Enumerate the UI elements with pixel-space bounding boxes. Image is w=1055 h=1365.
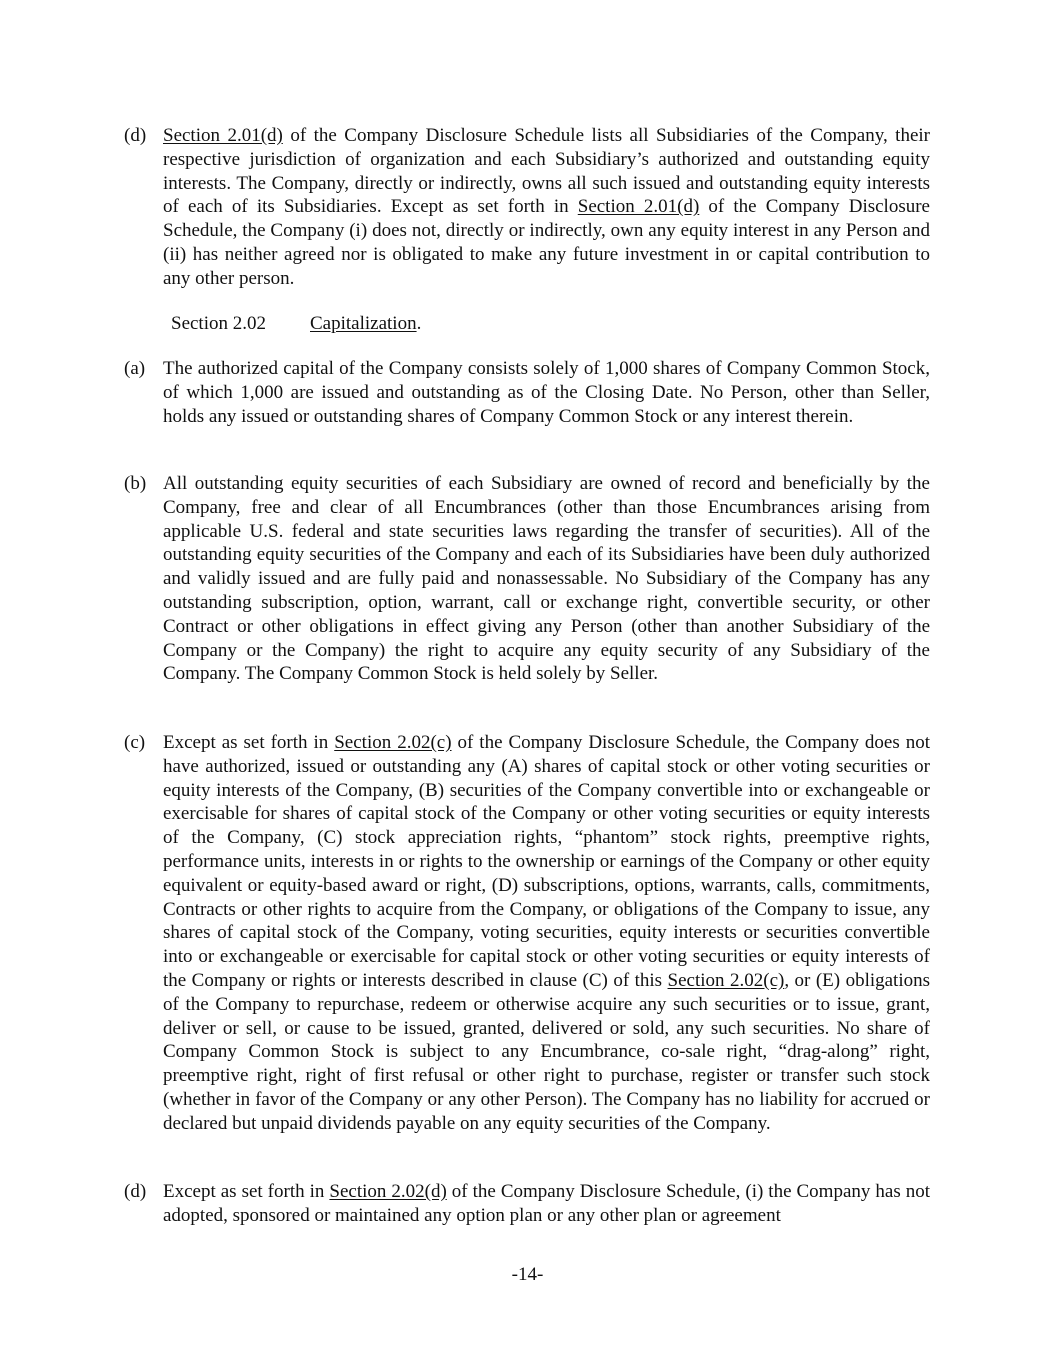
- paragraph-label: (c): [124, 732, 146, 753]
- paragraph-text: All outstanding equity securities of each Subsidiary are owned of record and beneficially by the Company, free and clear of all Encumbrances (other than those Encumbrances arising from applicable U.S. federal and state securities laws regarding the transfer of securities). All of the outstanding equity securities of the Company and each of its Subsidiaries have been duly authorized and validly issued and are fully paid and nonassessable. No Subsidiary of the Company has any outstanding subscription, option, warrant, call or exchange right, convertible security, or other Contract or other obligations in effect giving any Person (other than another Subsidiary of the Company or the Company) the right to acquire any equity security of any Subsidiary of the Company. The Company Common Stock is held solely by Seller.: [163, 473, 930, 685]
- paragraph-2-02-d: [124, 1180, 930, 1228]
- paragraph-body: [163, 124, 930, 291]
- paragraph-text: of the Company Disclosure Schedule, (i) the Company has not adopted, sponsored or maintained any option plan or any other plan or agreement: [163, 1181, 930, 1226]
- section-reference-link[interactable]: Section 2.01(d): [577, 196, 700, 218]
- paragraph-label: (a): [124, 358, 146, 379]
- paragraph-body: [163, 731, 930, 1136]
- paragraph-text: The authorized capital of the Company consists solely of 1,000 shares of Company Common Stock, of which 1,000 are issued and outstanding as of the Closing Date. No Person, other than Seller, holds any issued or outstanding shares of Company Common Stock or any interest therein.: [163, 358, 930, 427]
- section-reference-link[interactable]: Section 2.02(c): [667, 969, 785, 991]
- paragraph-text: of the Company Disclosure Schedule lists all Subsidiaries of the Company, their respective jurisdiction of organization and each Subsidiary’s authorized and outstanding equity interests. The Company, directly or indirectly, owns all such issued and outstanding equity interests of each of its Subsidiaries. Except as set forth in: [163, 125, 930, 218]
- paragraph-2-01-d: [124, 124, 930, 291]
- section-reference-link[interactable]: Section 2.02(d): [329, 1181, 447, 1202]
- section-title: Capitalization: [310, 313, 417, 334]
- section-heading: [171, 312, 421, 336]
- paragraph-2-02-b: [124, 472, 930, 686]
- paragraph-text: Except as set forth in: [163, 732, 335, 753]
- section-reference-link[interactable]: Section 2.02(c): [334, 732, 452, 753]
- page-number: -14-: [511, 1264, 544, 1285]
- paragraph-body: [163, 1180, 930, 1228]
- paragraph-text: of the Company Disclosure Schedule, the Company does not have authorized, issued or outstanding any (A) shares of capital stock or other voting securities or equity interests of the Company, (B) securities of the Company convertible into or exchangeable or exercisable for shares of capital stock of the Company or other voting securities or equity interests of the Company, (C) stock appreciation rights, “phantom” stock rights, preemptive rights, performance units, interests in or rights to the ownership or earnings of the Company or other equity equivalent or equity-based award or right, (D) subscriptions, options, warrants, calls, commitments, Contracts or other rights to acquire from the Company, or obligations of the Company to issue, any shares of capital stock of the Company, voting securities, equity interests or securities convertible into or exchangeable or exercisable for capital stock or other voting securities or equity interests of the Company or rights or interests described in clause (C) of this: [163, 732, 930, 991]
- paragraph-text: of the Company Disclosure Schedule, the Company (i) does not, directly or indirectly, own any equity interest in any Person and (ii) has neither agreed nor is obligated to make any future investment in or capital contribution to any other person.: [163, 196, 930, 289]
- paragraph-2-02-a: [124, 357, 930, 428]
- section-number: Section 2.02: [171, 313, 266, 334]
- paragraph-label: (b): [124, 473, 147, 494]
- section-reference-link[interactable]: Section 2.01(d): [163, 125, 283, 146]
- paragraph-text: Except as set forth in: [163, 1181, 330, 1202]
- paragraph-label: (d): [124, 125, 147, 146]
- section-title-period: .: [416, 313, 422, 334]
- paragraph-body: [163, 357, 930, 428]
- paragraph-label: (d): [124, 1181, 147, 1202]
- paragraph-2-02-c: [124, 731, 930, 1136]
- paragraph-body: [163, 472, 930, 686]
- paragraph-text: , or (E) obligations of the Company to repurchase, redeem or otherwise acquire any such securities or to issue, grant, deliver or sell, or cause to be issued, granted, delivered or sold, any such securities. No share of Company Common Stock is subject to any Encumbrance, co-sale right, “drag-along” right, preemptive right, right of first refusal or other right to purchase, register or transfer such stock (whether in favor of the Company or any other Person). The Company has no liability for accrued or declared but unpaid dividends payable on any equity securities of the Company.: [163, 969, 931, 1134]
